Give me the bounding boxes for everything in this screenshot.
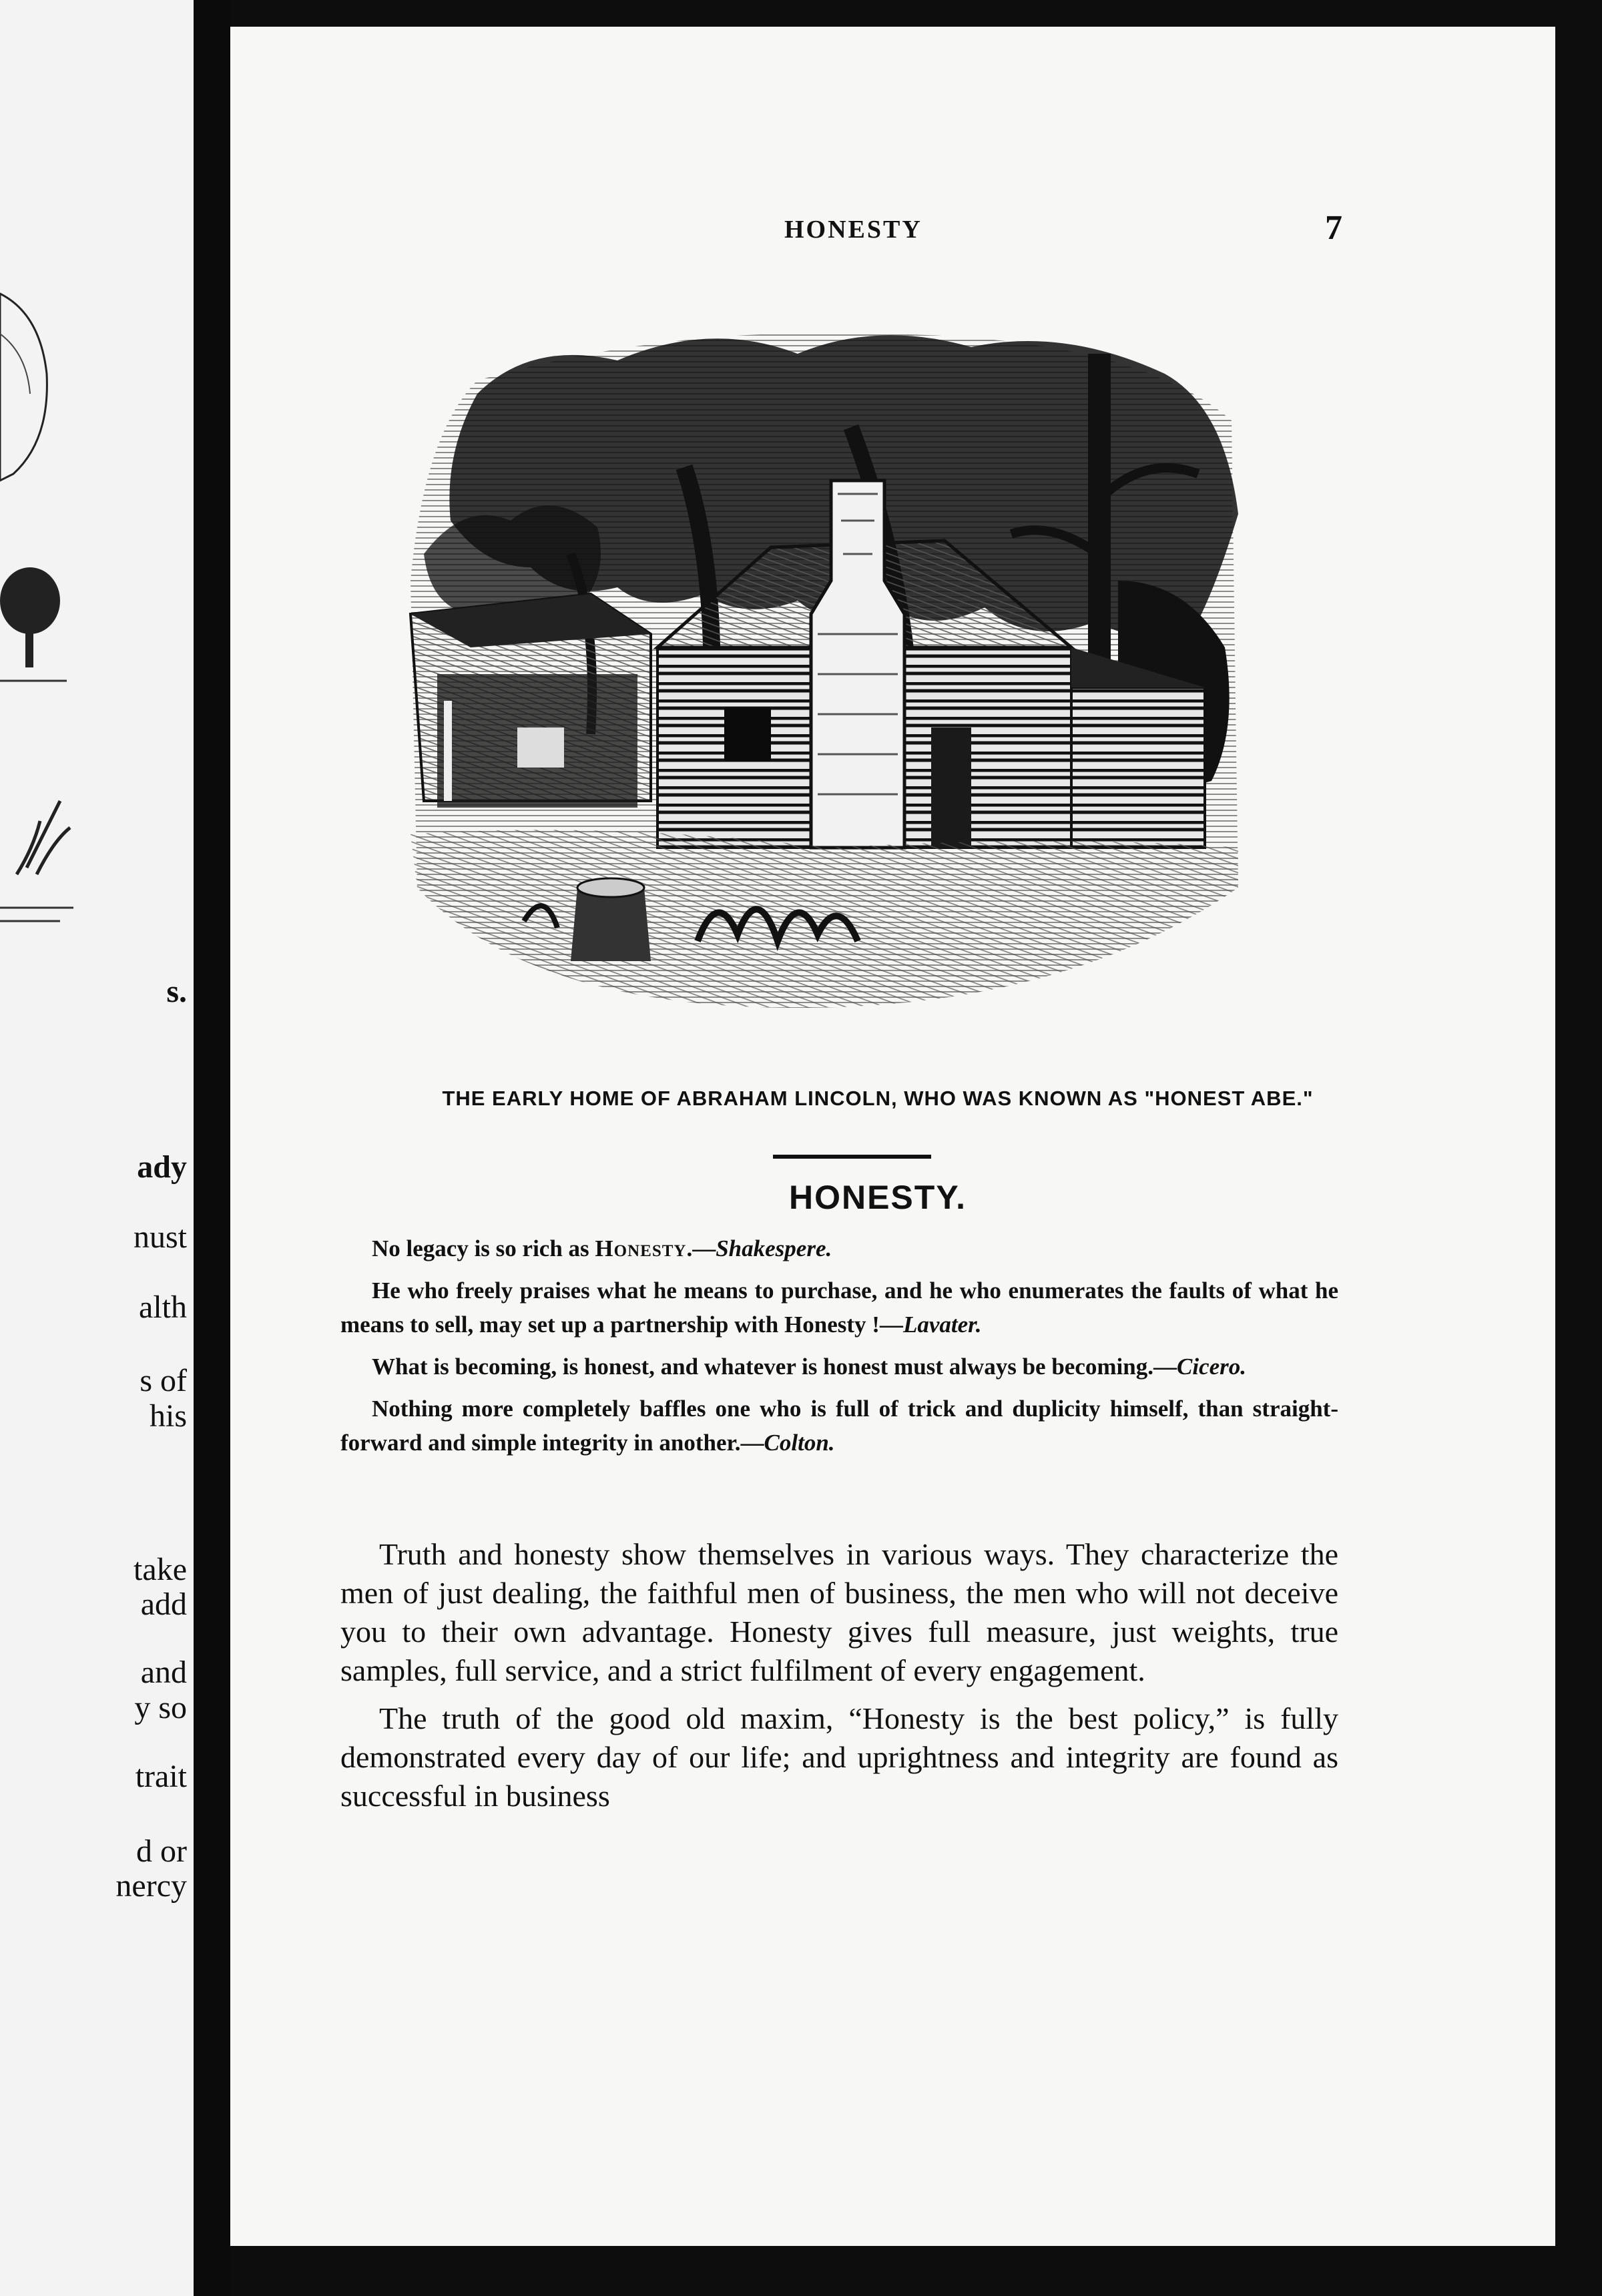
quotation-text: He who freely praises what he means to purchase, and he who enumerates the faults of what he means to sell, may set up a partnership with Honesty !—: [340, 1277, 1338, 1338]
previous-page-text: ady: [137, 1149, 187, 1185]
quotation-emphasis: Honesty: [595, 1235, 687, 1261]
section-title: HONESTY.: [788, 1179, 967, 1216]
quotations: [340, 1231, 1338, 1468]
previous-page-text: alth: [139, 1289, 187, 1325]
log-cabin-illustration: [397, 300, 1285, 1075]
quotation: [340, 1273, 1338, 1342]
previous-page-text: s of: [140, 1363, 187, 1398]
previous-page-text: nust: [133, 1219, 187, 1255]
quotation-text: What is becoming, is honest, and whatever is honest must always be becoming.—: [372, 1354, 1177, 1380]
previous-page-text: nercy: [115, 1868, 187, 1904]
quotation-text: Nothing more completely baffles one who is full of trick and duplicity himself, than straight-forward and simple integrity in another.—: [340, 1396, 1338, 1456]
book-spine: [194, 0, 230, 2296]
quotation: [340, 1350, 1338, 1384]
previous-page-text: add: [140, 1587, 187, 1622]
previous-page-text: s.: [166, 974, 187, 1009]
quotation: [340, 1231, 1338, 1265]
quotation-text: .—: [686, 1235, 716, 1261]
quotation-author: Cicero.: [1176, 1354, 1246, 1380]
body-paragraph: The truth of the good old maxim, “Honesty is the best policy,” is fully demonstrated every day of our life; and uprightness and integrity are found as successful in business: [340, 1701, 1338, 1813]
illustration-caption: THE EARLY HOME OF ABRAHAM LINCOLN, WHO WAS KNOWN AS "HONEST ABE.": [442, 1087, 1314, 1110]
previous-page-text: d or: [136, 1833, 187, 1869]
quotation-author: Shakespere.: [716, 1235, 832, 1261]
running-head: HONESTY: [784, 216, 922, 244]
previous-page-text: his: [149, 1398, 187, 1434]
previous-page-text: and: [140, 1655, 187, 1690]
body-text: [340, 1535, 1338, 1825]
quotation-author: Colton.: [764, 1430, 835, 1456]
page-number: 7: [1325, 209, 1342, 247]
quotation-author: Lavater.: [902, 1312, 982, 1338]
section-divider: [773, 1155, 931, 1159]
previous-page-fragment: [0, 0, 194, 2296]
previous-page-illustration: [0, 254, 73, 934]
previous-page-text: trait: [135, 1759, 187, 1794]
book-page: [230, 27, 1555, 2246]
previous-page-text: take: [134, 1552, 187, 1587]
quotation: [340, 1392, 1338, 1460]
body-paragraph: Truth and honesty show themselves in various ways. They characterize the men of just dealing, the faithful men of business, the men who will not deceive you to their own advantage. Honesty gives full measure, just weights, true samples, full service, and a strict fulfilment of every engagement.: [340, 1537, 1338, 1687]
quotation-text: No legacy is so rich as: [372, 1235, 595, 1261]
previous-page-text: y so: [134, 1690, 187, 1725]
